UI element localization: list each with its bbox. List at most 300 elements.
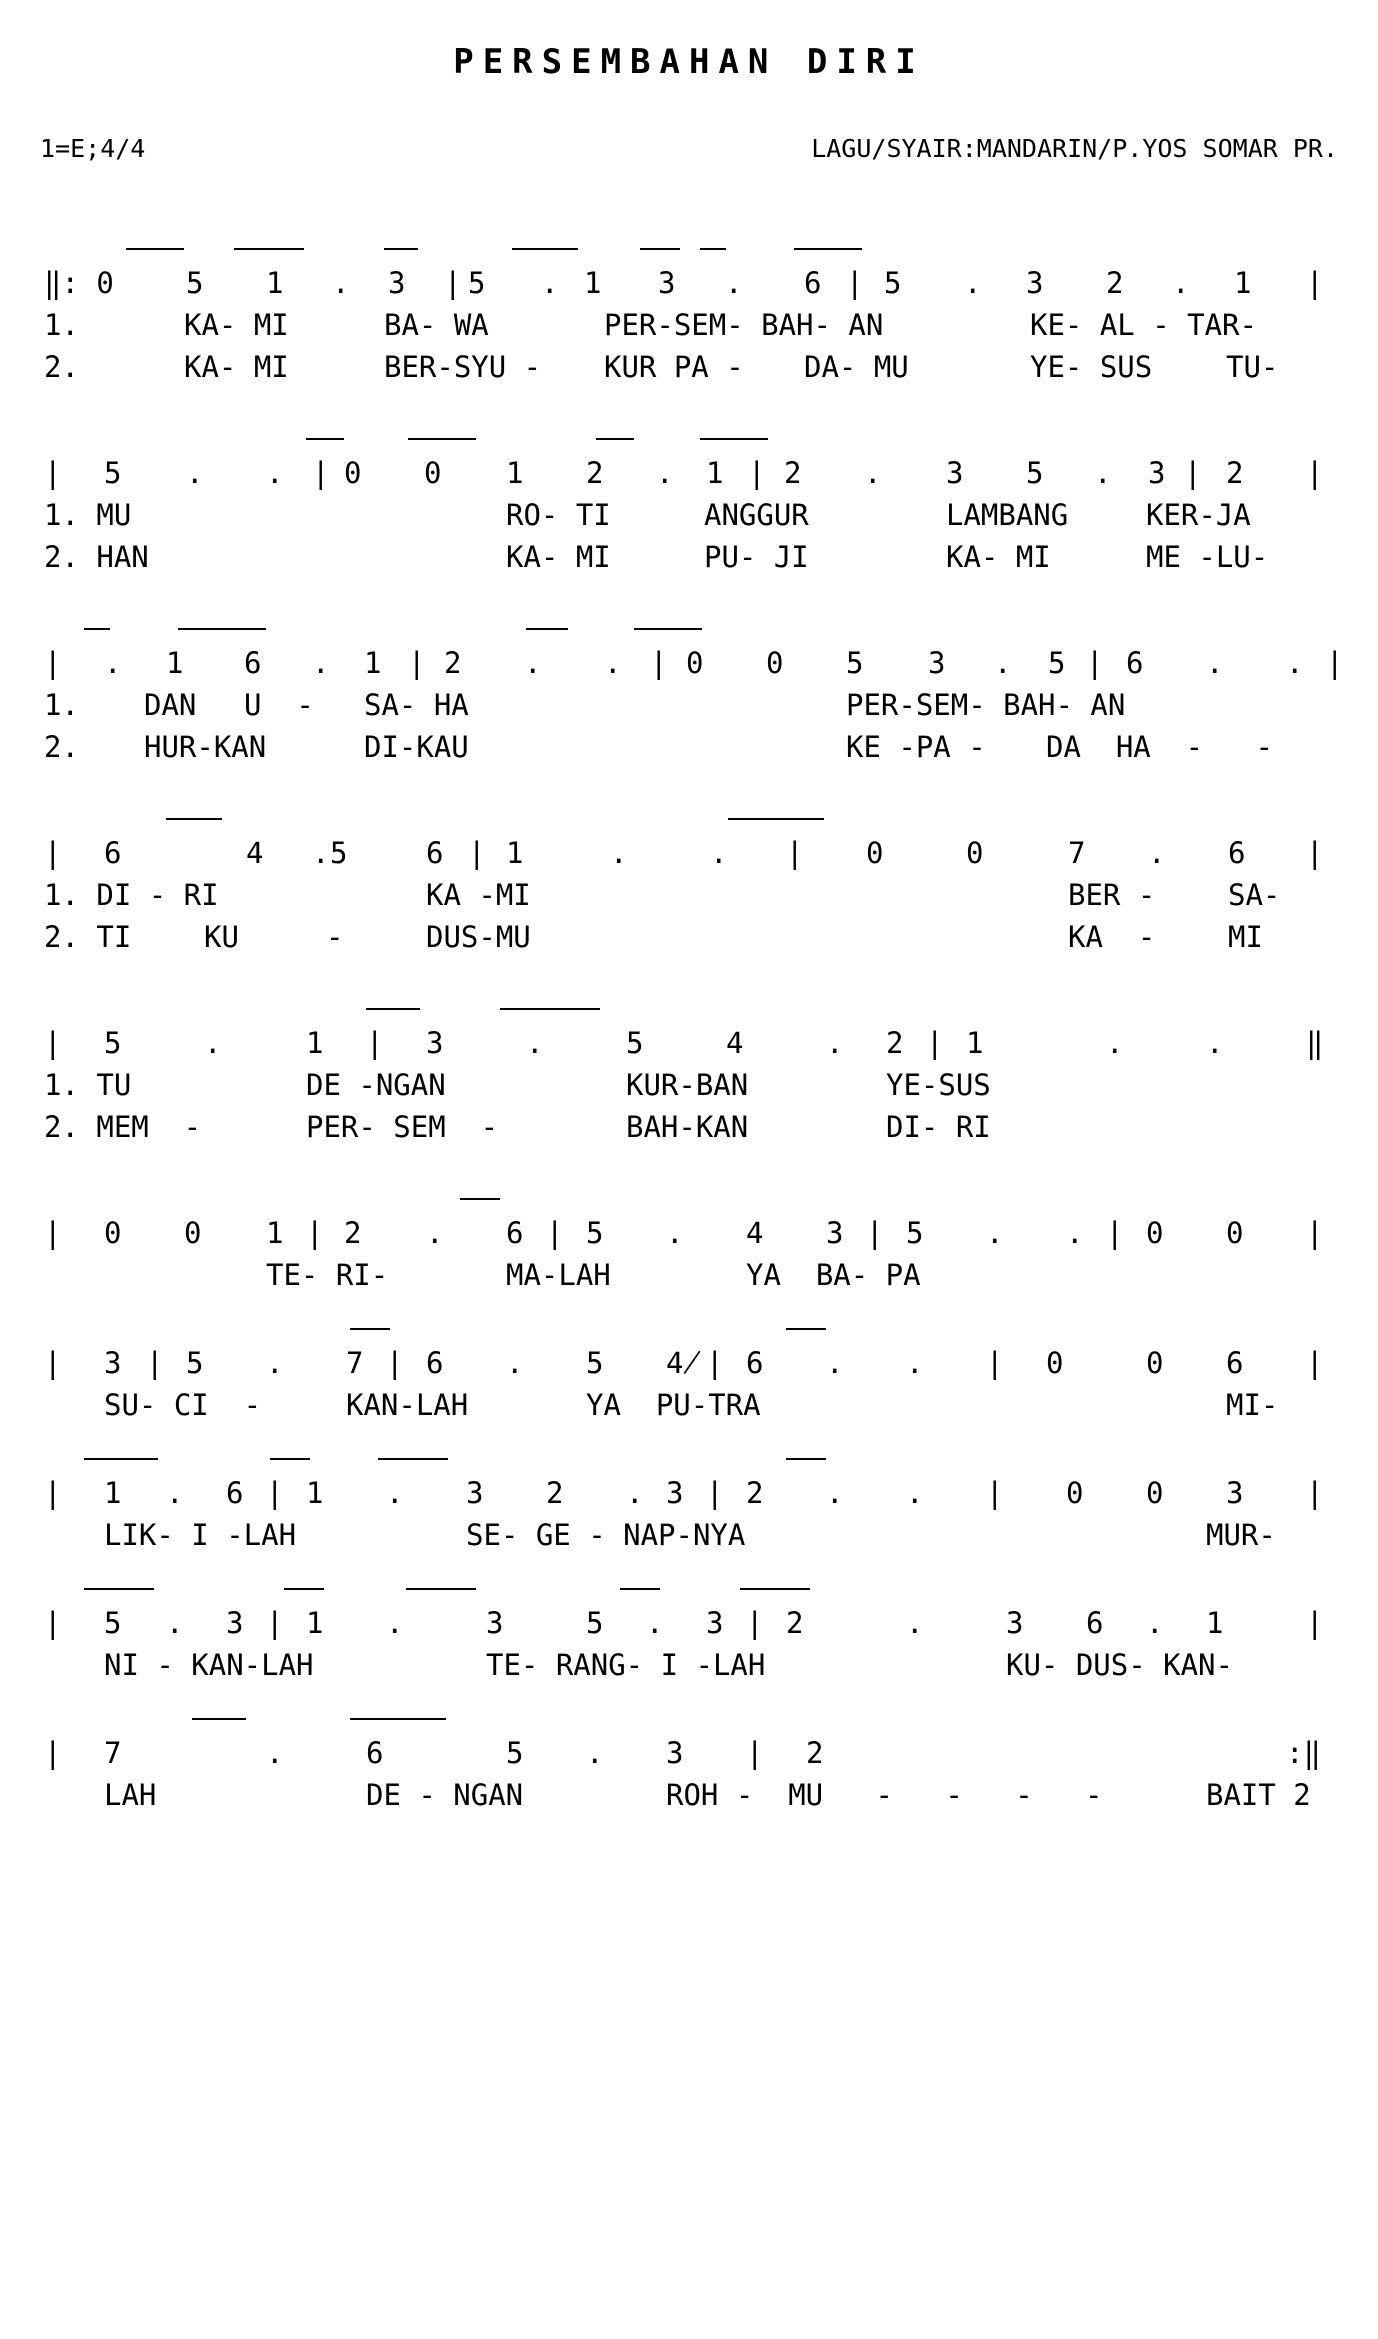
- lyric-syllable: MA-LAH: [506, 1258, 611, 1292]
- lyric-syllable: YA BA- PA: [746, 1258, 921, 1292]
- note: 1: [306, 1606, 324, 1640]
- note: 7: [104, 1736, 122, 1770]
- note: 6: [1228, 836, 1246, 870]
- beam-line: [446, 1588, 476, 1590]
- bar-line: |: [926, 1026, 944, 1060]
- beam-line: [620, 1588, 660, 1590]
- note: 2: [546, 1476, 564, 1510]
- note: 1: [266, 1216, 284, 1250]
- beam-line: [126, 248, 184, 250]
- music-system: [44, 1212, 1344, 1296]
- music-system: [44, 452, 1344, 578]
- beam-line: [128, 1458, 158, 1460]
- bar-line: |: [306, 1216, 324, 1250]
- note: 3: [104, 1346, 122, 1380]
- beam-group: [44, 1708, 1344, 1732]
- beam-line: [418, 1458, 448, 1460]
- note: 5: [626, 1026, 644, 1060]
- note: 1: [104, 1476, 122, 1510]
- lyric-syllable: KA- MI: [946, 540, 1051, 574]
- note: 3: [946, 456, 964, 490]
- note: 1: [266, 266, 284, 300]
- note: .: [1148, 836, 1166, 870]
- note: 6: [804, 266, 822, 300]
- note: 5: [884, 266, 902, 300]
- bar-line: |: [366, 1026, 384, 1060]
- bar-line: |: [44, 1026, 62, 1060]
- lyric-syllable: KA -: [1068, 920, 1156, 954]
- note: 1: [506, 836, 524, 870]
- lyric-syllable: KA -MI: [426, 878, 531, 912]
- lyric-line-verse-1: [44, 874, 1344, 916]
- bar-line: |: [1306, 456, 1324, 490]
- beam-line: [284, 1588, 324, 1590]
- bar-line: |: [1326, 646, 1344, 680]
- lyric-line-verse-1: [44, 304, 1344, 346]
- bar-line: |: [146, 1346, 164, 1380]
- lyric-syllable: DE - NGAN: [366, 1778, 524, 1812]
- bar-line: ‖: [1306, 1026, 1324, 1060]
- lyric-line-verse-1: [44, 1774, 1344, 1816]
- bar-line: |: [746, 1606, 764, 1640]
- bar-line: |: [266, 1606, 284, 1640]
- note: 1: [306, 1476, 324, 1510]
- note: 5: [1048, 646, 1066, 680]
- bar-line: |: [650, 646, 668, 680]
- note: .: [526, 1026, 544, 1060]
- bar-line: |: [266, 1476, 284, 1510]
- beam-group: [44, 1318, 1344, 1342]
- beam-group: [44, 618, 1344, 642]
- lyric-syllable: KA- MI: [506, 540, 611, 574]
- notes-row: [44, 1212, 1344, 1254]
- lyric-syllable: BA- WA: [384, 308, 489, 342]
- beam-line: [786, 1328, 826, 1330]
- lyric-syllable: LAMBANG: [946, 498, 1069, 532]
- note: 3: [826, 1216, 844, 1250]
- note: 5: [104, 1606, 122, 1640]
- beam-line: [700, 248, 726, 250]
- note: .: [166, 1606, 184, 1640]
- note: 0: [1066, 1476, 1084, 1510]
- note: 2: [1226, 456, 1244, 490]
- beam-group: [44, 1448, 1344, 1472]
- beam-group: [44, 998, 1344, 1022]
- bar-line: |: [546, 1216, 564, 1250]
- lyric-syllable: BAIT 2: [1206, 1778, 1311, 1812]
- lyric-syllable: BAH-KAN: [626, 1110, 749, 1144]
- beam-line: [406, 1718, 446, 1720]
- bar-line: |: [866, 1216, 884, 1250]
- lyric-syllable: LIK- I -LAH: [104, 1518, 297, 1552]
- note: 5: [468, 266, 486, 300]
- note: .: [710, 836, 728, 870]
- note: 1: [364, 646, 382, 680]
- note: 6: [746, 1346, 764, 1380]
- notes-row: [44, 1022, 1344, 1064]
- lyric-line-verse-1: [44, 684, 1344, 726]
- beam-line: [640, 248, 680, 250]
- bar-line: ‖: 0: [44, 266, 114, 300]
- lyric-syllable: NI - KAN-LAH: [104, 1648, 314, 1682]
- note: 2: [746, 1476, 764, 1510]
- note: 6: [1086, 1606, 1104, 1640]
- note: 3: [388, 266, 406, 300]
- note: .: [906, 1606, 924, 1640]
- bar-line: |: [1306, 266, 1324, 300]
- note: 5: [906, 1216, 924, 1250]
- note: .: [725, 266, 743, 300]
- bar-line: |: [1306, 836, 1324, 870]
- beam-group: [44, 428, 1344, 452]
- bar-line: |: [44, 456, 62, 490]
- lyric-syllable: DI-KAU: [364, 730, 469, 764]
- beam-line: [740, 438, 768, 440]
- note: .: [266, 1346, 284, 1380]
- beam-group: [44, 1188, 1344, 1212]
- note: 1: [506, 456, 524, 490]
- lyric-syllable: 1.: [44, 688, 79, 722]
- note: .: [964, 266, 982, 300]
- lyric-syllable: KUR-BAN: [626, 1068, 749, 1102]
- bar-line: |: [986, 1346, 1004, 1380]
- bar-line: |: [746, 1736, 764, 1770]
- note: 3: [658, 266, 676, 300]
- note: .: [186, 456, 204, 490]
- lyric-line-verse-2: [44, 346, 1344, 388]
- note: 1: [966, 1026, 984, 1060]
- note: 6: [426, 836, 444, 870]
- note: .: [826, 1476, 844, 1510]
- bar-line: |: [786, 836, 804, 870]
- bar-line: |: [44, 1346, 62, 1380]
- lyric-syllable: BER-SYU -: [384, 350, 542, 384]
- note: .: [332, 266, 350, 300]
- lyric-syllable: MI: [1228, 920, 1263, 954]
- lyric-syllable: KUR PA -: [604, 350, 744, 384]
- music-system: [44, 1602, 1344, 1686]
- note: 2: [1106, 266, 1124, 300]
- notes-row: [44, 642, 1344, 684]
- note: .: [426, 1216, 444, 1250]
- note: .: [312, 646, 330, 680]
- note: 3: [486, 1606, 504, 1640]
- beam-line: [234, 248, 304, 250]
- lyric-syllable: 2. HAN: [44, 540, 149, 574]
- note: .: [826, 1026, 844, 1060]
- note: 3: [1226, 1476, 1244, 1510]
- notes-row: [44, 1342, 1344, 1384]
- music-system: [44, 1732, 1344, 1816]
- bar-line: |: [386, 1346, 404, 1380]
- bar-line: |: [1086, 646, 1104, 680]
- note: 0: [1146, 1346, 1164, 1380]
- note: 3: [1148, 456, 1166, 490]
- lyric-syllable: 2. TI: [44, 920, 132, 954]
- lyric-syllable: MUR-: [1206, 1518, 1276, 1552]
- bar-line: |: [44, 1736, 62, 1770]
- music-system: [44, 262, 1344, 388]
- note: 7: [1068, 836, 1086, 870]
- beam-line: [238, 628, 266, 630]
- lyric-syllable: 1. TU: [44, 1068, 132, 1102]
- beam-line: [192, 1718, 246, 1720]
- note: 4: [726, 1026, 744, 1060]
- bar-line: |: [846, 266, 864, 300]
- lyric-syllable: YA PU-TRA: [586, 1388, 761, 1422]
- lyric-syllable: ROH - MU - - - -: [666, 1778, 1103, 1812]
- note: 0: [424, 456, 442, 490]
- lyric-syllable: KER-JA: [1146, 498, 1251, 532]
- lyric-syllable: PER- SEM -: [306, 1110, 499, 1144]
- beam-line: [834, 248, 862, 250]
- notes-row: [44, 1602, 1344, 1644]
- notes-row: [44, 1472, 1344, 1514]
- lyric-syllable: 1. DI - RI: [44, 878, 219, 912]
- notes-row: [44, 1732, 1344, 1774]
- lyric-syllable: 2.: [44, 730, 79, 764]
- lyric-syllable: KU: [204, 920, 239, 954]
- note: .: [312, 836, 330, 870]
- note: 0: [866, 836, 884, 870]
- lyric-syllable: TE- RANG- I -LAH: [486, 1648, 766, 1682]
- lyric-syllable: SE- GE - NAP-NYA: [466, 1518, 746, 1552]
- lyric-syllable: 1. MU: [44, 498, 132, 532]
- note: 0: [686, 646, 704, 680]
- lyric-line-verse-1: [44, 1514, 1344, 1556]
- bar-line: |: [1306, 1346, 1324, 1380]
- note: 2: [886, 1026, 904, 1060]
- key-signature: 1=E;4/4: [40, 134, 146, 163]
- note: 0: [1226, 1216, 1244, 1250]
- note: 0: [1146, 1476, 1164, 1510]
- note: .: [524, 646, 542, 680]
- note: 3: [466, 1476, 484, 1510]
- note: .: [1094, 456, 1112, 490]
- note: 1: [1234, 266, 1252, 300]
- beam-line: [460, 1198, 500, 1200]
- lyric-syllable: 2. MEM -: [44, 1110, 202, 1144]
- beam-group: [44, 808, 1344, 832]
- note: 3: [226, 1606, 244, 1640]
- note: .: [906, 1346, 924, 1380]
- note: .: [826, 1346, 844, 1380]
- bar-line: :‖: [1286, 1736, 1321, 1770]
- beam-line: [270, 1458, 310, 1460]
- beam-group: [44, 1578, 1344, 1602]
- note: 5: [104, 1026, 122, 1060]
- lyric-syllable: KU- DUS- KAN-: [1006, 1648, 1233, 1682]
- lyric-line-verse-2: [44, 916, 1344, 958]
- beam-line: [448, 438, 476, 440]
- notes-row: [44, 452, 1344, 494]
- note: 5: [586, 1606, 604, 1640]
- note: .: [986, 1216, 1004, 1250]
- lyric-syllable: SA- HA: [364, 688, 469, 722]
- bar-line: |: [444, 266, 462, 300]
- beam-line: [560, 1008, 600, 1010]
- song-credits: LAGU/SYAIR:MANDARIN/P.YOS SOMAR PR.: [811, 134, 1338, 163]
- note: .: [541, 266, 559, 300]
- lyric-line-verse-1: [44, 1254, 1344, 1296]
- note: 5: [846, 646, 864, 680]
- note: 6: [506, 1216, 524, 1250]
- note: 5: [104, 456, 122, 490]
- lyric-syllable: DAN: [144, 688, 197, 722]
- lyric-syllable: PER-SEM- BAH- AN: [604, 308, 884, 342]
- lyric-syllable: DUS-MU: [426, 920, 531, 954]
- lyric-syllable: MI-: [1226, 1388, 1279, 1422]
- bar-line: |: [986, 1476, 1004, 1510]
- note: 6: [226, 1476, 244, 1510]
- note: 6: [244, 646, 262, 680]
- lyric-syllable: YE- SUS: [1030, 350, 1153, 384]
- beam-line: [780, 1588, 810, 1590]
- lyric-line-verse-2: [44, 536, 1344, 578]
- bar-line: |: [748, 456, 766, 490]
- note: 4: [746, 1216, 764, 1250]
- note: 5: [586, 1346, 604, 1380]
- note: .: [1286, 646, 1304, 680]
- note: 5: [186, 1346, 204, 1380]
- beam-line: [526, 628, 568, 630]
- note: 1: [166, 646, 184, 680]
- note: .: [1066, 1216, 1084, 1250]
- bar-line: |: [44, 1606, 62, 1640]
- note: 1: [1206, 1606, 1224, 1640]
- lyric-line-verse-1: [44, 1064, 1344, 1106]
- beam-line: [512, 248, 578, 250]
- lyric-syllable: RO- TI: [506, 498, 611, 532]
- note: 0: [766, 646, 784, 680]
- lyric-syllable: PU- JI: [704, 540, 809, 574]
- lyric-syllable: 2.: [44, 350, 79, 384]
- note: 4: [246, 836, 264, 870]
- note: 3: [666, 1736, 684, 1770]
- note: .: [656, 456, 674, 490]
- bar-line: |: [1306, 1476, 1324, 1510]
- lyric-syllable: HUR-KAN: [144, 730, 267, 764]
- note: .: [610, 836, 628, 870]
- note: .: [266, 456, 284, 490]
- note: 0: [1046, 1346, 1064, 1380]
- note: .: [864, 456, 882, 490]
- note: 1: [306, 1026, 324, 1060]
- music-system: [44, 1342, 1344, 1426]
- note: 3: [706, 1606, 724, 1640]
- note: .: [104, 646, 122, 680]
- lyric-syllable: KAN-LAH: [346, 1388, 469, 1422]
- note: .: [1146, 1606, 1164, 1640]
- note: 6: [366, 1736, 384, 1770]
- beam-line: [84, 628, 110, 630]
- music-system: [44, 832, 1344, 958]
- bar-line: |: [706, 1476, 724, 1510]
- song-title: PERSEMBAHAN DIRI: [453, 42, 925, 82]
- note: .: [386, 1476, 404, 1510]
- note: 3: [928, 646, 946, 680]
- note: 3: [426, 1026, 444, 1060]
- lyric-syllable: ME -LU-: [1146, 540, 1269, 574]
- note: 0: [966, 836, 984, 870]
- lyric-line-verse-1: [44, 1644, 1344, 1686]
- beam-line: [596, 438, 634, 440]
- note: .: [266, 1736, 284, 1770]
- note: .: [646, 1606, 664, 1640]
- lyric-syllable: SU- CI -: [104, 1388, 262, 1422]
- lyric-line-verse-1: [44, 1384, 1344, 1426]
- beam-line: [366, 1008, 420, 1010]
- bar-line: |: [312, 456, 330, 490]
- beam-line: [784, 818, 824, 820]
- note: .: [1206, 1026, 1224, 1060]
- lyric-syllable: PER-SEM- BAH- AN: [846, 688, 1126, 722]
- note: 6: [1226, 1346, 1244, 1380]
- note: .: [626, 1476, 644, 1510]
- lyric-syllable: DI- RI: [886, 1110, 991, 1144]
- beam-line: [178, 628, 244, 630]
- lyric-syllable: DA- MU: [804, 350, 909, 384]
- lyric-syllable: SA-: [1228, 878, 1281, 912]
- beam-line: [306, 438, 344, 440]
- bar-line: |: [1106, 1216, 1124, 1250]
- note: .: [666, 1216, 684, 1250]
- lyric-syllable: KE- AL - TAR-: [1030, 308, 1257, 342]
- lyric-syllable: 1.: [44, 308, 79, 342]
- note: .: [506, 1346, 524, 1380]
- note: 3: [1006, 1606, 1024, 1640]
- note: 0: [1146, 1216, 1164, 1250]
- note: 2: [444, 646, 462, 680]
- lyric-syllable: TU-: [1226, 350, 1279, 384]
- lyric-line-verse-2: [44, 726, 1344, 768]
- bar-line: |: [44, 1476, 62, 1510]
- note: 2: [806, 1736, 824, 1770]
- note: .: [1206, 646, 1224, 680]
- note: 5: [506, 1736, 524, 1770]
- music-system: [44, 642, 1344, 768]
- note: 7: [346, 1346, 364, 1380]
- note: 1: [706, 456, 724, 490]
- beam-group: [44, 238, 1344, 262]
- lyric-syllable: TE- RI-: [266, 1258, 389, 1292]
- lyric-syllable: DA HA - -: [1046, 730, 1273, 764]
- note: 3: [666, 1476, 684, 1510]
- lyric-syllable: LAH: [104, 1778, 157, 1812]
- lyric-syllable: DE -NGAN: [306, 1068, 446, 1102]
- note: .: [1172, 266, 1190, 300]
- bar-line: |: [1184, 456, 1202, 490]
- lyric-syllable: ANGGUR: [704, 498, 809, 532]
- note: .: [204, 1026, 222, 1060]
- note: .: [906, 1476, 924, 1510]
- note: 5: [186, 266, 204, 300]
- bar-line: |: [1306, 1606, 1324, 1640]
- note: .: [386, 1606, 404, 1640]
- note: 5: [330, 836, 348, 870]
- music-system: [44, 1472, 1344, 1556]
- beam-line: [786, 1458, 826, 1460]
- lyric-syllable: YE-SUS: [886, 1068, 991, 1102]
- bar-line: |: [44, 836, 62, 870]
- note: .: [1106, 1026, 1124, 1060]
- bar-line: |: [44, 1216, 62, 1250]
- note: 6: [426, 1346, 444, 1380]
- lyric-line-verse-2: [44, 1106, 1344, 1148]
- lyric-syllable: U -: [244, 688, 314, 722]
- note: 6: [104, 836, 122, 870]
- note: 2: [586, 456, 604, 490]
